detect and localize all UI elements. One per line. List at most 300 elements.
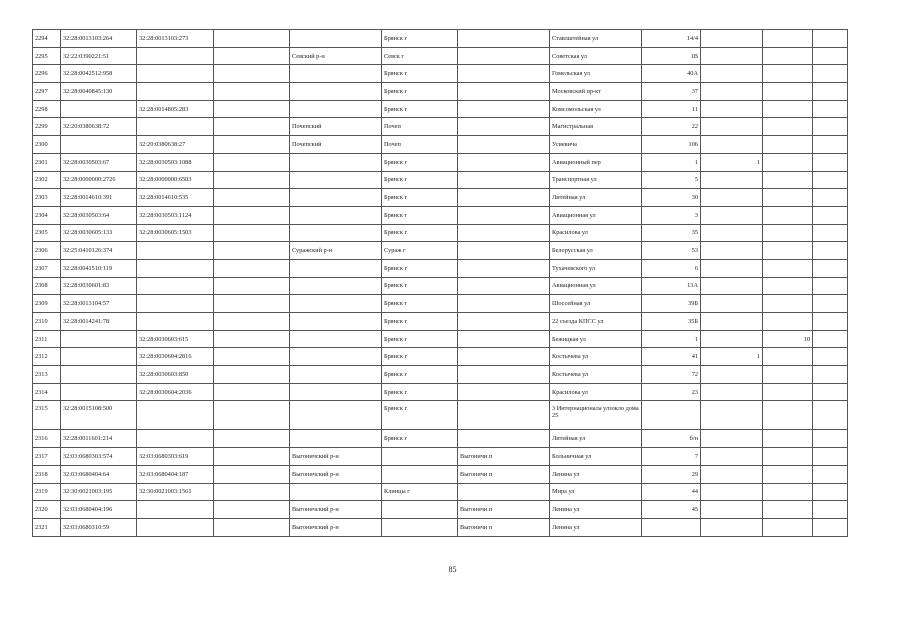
cell-cad1: 32:03:0680404:64 (61, 465, 137, 483)
cell-loc (458, 277, 550, 295)
cell-c1 (701, 206, 763, 224)
cell-city: Брянск г (382, 83, 458, 101)
cell-c1 (701, 483, 763, 501)
cell-a (214, 518, 290, 536)
cell-a (214, 224, 290, 242)
cell-c2 (763, 277, 813, 295)
cell-c3 (813, 430, 848, 448)
cell-cad1: 32:03:0680303:574 (61, 448, 137, 466)
cell-city: Почеп (382, 136, 458, 154)
cell-n: 2302 (33, 171, 61, 189)
cell-c3 (813, 206, 848, 224)
cell-c1: 1 (701, 153, 763, 171)
cell-street: Усиевича (550, 136, 642, 154)
cell-street: Комсомольская ул (550, 100, 642, 118)
cell-c2 (763, 383, 813, 401)
cell-c2 (763, 348, 813, 366)
cell-street: Шоссейная ул (550, 295, 642, 313)
cell-city: Брянск г (382, 224, 458, 242)
cell-street: Красилова ул (550, 383, 642, 401)
cell-cad2: 32:20:0380638:27 (137, 136, 214, 154)
cell-loc (458, 242, 550, 260)
cell-dist: Севский р-н (290, 47, 382, 65)
cell-cad1 (61, 348, 137, 366)
cell-dist (290, 295, 382, 313)
cell-cad1: 32:20:0380638:72 (61, 118, 137, 136)
cell-street: 22 съезда КПСС ул (550, 313, 642, 331)
cell-c3 (813, 465, 848, 483)
cell-n: 2314 (33, 383, 61, 401)
cell-loc (458, 136, 550, 154)
cell-cad2 (137, 313, 214, 331)
cell-city: Брянск г (382, 206, 458, 224)
cell-cad1: 32:28:0013103:264 (61, 30, 137, 48)
cell-cad1: 32:28:0040845:130 (61, 83, 137, 101)
cell-c2 (763, 171, 813, 189)
cell-house: 72 (642, 366, 701, 384)
cell-cad1: 32:25:0410126:374 (61, 242, 137, 260)
cell-house: 53 (642, 242, 701, 260)
cell-house: 41 (642, 348, 701, 366)
cell-a (214, 65, 290, 83)
cell-dist (290, 30, 382, 48)
cell-c3 (813, 366, 848, 384)
cell-n: 2298 (33, 100, 61, 118)
cell-cad1 (61, 330, 137, 348)
cell-c1: 1 (701, 348, 763, 366)
cell-cad1: 32:30:0021003:195 (61, 483, 137, 501)
cell-city: Брянск г (382, 401, 458, 430)
table-row (33, 171, 848, 189)
cell-cad1: 32:28:0000000:2726 (61, 171, 137, 189)
cell-c2 (763, 65, 813, 83)
cell-c3 (813, 118, 848, 136)
cell-c3 (813, 224, 848, 242)
cell-a (214, 259, 290, 277)
cell-c3 (813, 259, 848, 277)
table-row (33, 330, 848, 348)
cell-street: Транспортная ул (550, 171, 642, 189)
cell-cad2 (137, 295, 214, 313)
cell-c1 (701, 171, 763, 189)
cell-cad2 (137, 83, 214, 101)
table-row (33, 295, 848, 313)
table-row (33, 47, 848, 65)
cell-loc (458, 189, 550, 207)
cell-city: Брянск г (382, 277, 458, 295)
cell-house: 5 (642, 171, 701, 189)
cell-dist (290, 277, 382, 295)
cell-cad1: 32:28:0042512:958 (61, 65, 137, 83)
cell-c3 (813, 153, 848, 171)
cell-cad2 (137, 65, 214, 83)
cell-dist: Выгоничский р-н (290, 465, 382, 483)
cell-c2 (763, 401, 813, 430)
cell-house: 40А (642, 65, 701, 83)
cell-c3 (813, 501, 848, 519)
table-row (33, 430, 848, 448)
cell-c3 (813, 83, 848, 101)
table-row (33, 401, 848, 430)
cell-c1 (701, 30, 763, 48)
cell-city: Почеп (382, 118, 458, 136)
cell-a (214, 383, 290, 401)
table-row (33, 153, 848, 171)
cell-c1 (701, 518, 763, 536)
cell-a (214, 483, 290, 501)
cell-c2 (763, 242, 813, 260)
cell-city: Брянск г (382, 189, 458, 207)
cell-cad1 (61, 136, 137, 154)
cell-dist (290, 83, 382, 101)
cell-cad2: 32:30:0021003:1561 (137, 483, 214, 501)
table-row (33, 366, 848, 384)
cell-cad1: 32:28:0015108:500 (61, 401, 137, 430)
cell-dist (290, 348, 382, 366)
cell-dist: Почепский (290, 118, 382, 136)
cell-c2 (763, 465, 813, 483)
cell-dist: Почепский (290, 136, 382, 154)
cell-c1 (701, 65, 763, 83)
cell-c1 (701, 100, 763, 118)
cell-dist (290, 383, 382, 401)
cell-c3 (813, 277, 848, 295)
cell-c1 (701, 383, 763, 401)
cell-cad2 (137, 47, 214, 65)
cell-cad2: 32:28:0030503:1124 (137, 206, 214, 224)
cell-dist (290, 330, 382, 348)
cell-c1 (701, 430, 763, 448)
cell-c3 (813, 383, 848, 401)
cell-a (214, 47, 290, 65)
cell-a (214, 430, 290, 448)
cell-n: 2319 (33, 483, 61, 501)
cell-a (214, 189, 290, 207)
table-row (33, 465, 848, 483)
cell-city (382, 518, 458, 536)
cell-a (214, 83, 290, 101)
cell-house: 13А (642, 277, 701, 295)
cell-c2 (763, 313, 813, 331)
cell-house: 30 (642, 189, 701, 207)
table-row (33, 189, 848, 207)
cell-cad2: 32:28:0030603:615 (137, 330, 214, 348)
cell-house: 7 (642, 448, 701, 466)
table-row (33, 100, 848, 118)
cell-house: 39Б (642, 295, 701, 313)
cell-a (214, 242, 290, 260)
table-row (33, 259, 848, 277)
cell-a (214, 171, 290, 189)
cell-n: 2320 (33, 501, 61, 519)
cell-a (214, 501, 290, 519)
cell-cad1 (61, 366, 137, 384)
cell-street: Ставлштейная ул (550, 30, 642, 48)
cell-c2: 10 (763, 330, 813, 348)
cell-cad1: 32:28:0014610:391 (61, 189, 137, 207)
cell-loc (458, 47, 550, 65)
registry-table (32, 29, 848, 537)
cell-city: Брянск г (382, 65, 458, 83)
cell-c2 (763, 259, 813, 277)
cell-dist (290, 65, 382, 83)
cell-c1 (701, 313, 763, 331)
table-row (33, 206, 848, 224)
cell-cad2: 32:28:0030604:2036 (137, 383, 214, 401)
cell-city (382, 448, 458, 466)
cell-c3 (813, 171, 848, 189)
cell-loc: Выгоничи п (458, 501, 550, 519)
cell-c1 (701, 189, 763, 207)
table-row (33, 383, 848, 401)
cell-c1 (701, 118, 763, 136)
cell-c1 (701, 224, 763, 242)
cell-city: Брянск г (382, 383, 458, 401)
cell-dist (290, 206, 382, 224)
cell-dist (290, 313, 382, 331)
cell-c2 (763, 189, 813, 207)
cell-c1 (701, 259, 763, 277)
cell-a (214, 277, 290, 295)
cell-c2 (763, 206, 813, 224)
cell-cad2 (137, 277, 214, 295)
cell-loc (458, 206, 550, 224)
cell-house: 44 (642, 483, 701, 501)
cell-house: 45 (642, 501, 701, 519)
cell-dist: Суражский р-н (290, 242, 382, 260)
cell-cad2: 32:28:0030605:1503 (137, 224, 214, 242)
cell-city: Брянск г (382, 153, 458, 171)
cell-c1 (701, 47, 763, 65)
cell-a (214, 401, 290, 430)
cell-n: 2303 (33, 189, 61, 207)
cell-cad1: 32:03:0680310:59 (61, 518, 137, 536)
cell-street: Гомельская ул (550, 65, 642, 83)
cell-n: 2315 (33, 401, 61, 430)
cell-n: 2318 (33, 465, 61, 483)
cell-loc: Выгоничи п (458, 465, 550, 483)
table-row (33, 501, 848, 519)
cell-loc: Выгоничи п (458, 518, 550, 536)
cell-city: Брянск г (382, 171, 458, 189)
cell-cad1: 32:28:0013104:57 (61, 295, 137, 313)
cell-loc (458, 118, 550, 136)
cell-dist (290, 224, 382, 242)
table-row (33, 224, 848, 242)
table-row (33, 83, 848, 101)
cell-c1 (701, 295, 763, 313)
cell-loc (458, 295, 550, 313)
table-row (33, 448, 848, 466)
table-row (33, 277, 848, 295)
cell-dist (290, 259, 382, 277)
cell-n: 2297 (33, 83, 61, 101)
cell-c3 (813, 401, 848, 430)
cell-c2 (763, 295, 813, 313)
cell-cad1: 32:28:0014241:78 (61, 313, 137, 331)
cell-cad2: 32:28:0030604:2816 (137, 348, 214, 366)
cell-cad2: 32:03:0680404:187 (137, 465, 214, 483)
cell-street: Ленина ул (550, 518, 642, 536)
cell-c3 (813, 348, 848, 366)
cell-dist: Выгоничский р-н (290, 501, 382, 519)
cell-c1 (701, 330, 763, 348)
cell-a (214, 153, 290, 171)
cell-house: б/н (642, 430, 701, 448)
cell-loc: Выгоничи п (458, 448, 550, 466)
cell-n: 2309 (33, 295, 61, 313)
cell-house: 6 (642, 259, 701, 277)
cell-city: Сураж г (382, 242, 458, 260)
cell-a (214, 100, 290, 118)
cell-street: Ленина ул (550, 465, 642, 483)
cell-c2 (763, 448, 813, 466)
cell-n: 2305 (33, 224, 61, 242)
cell-dist (290, 430, 382, 448)
cell-street: Красилова ул (550, 224, 642, 242)
cell-c2 (763, 153, 813, 171)
cell-c1 (701, 501, 763, 519)
cell-c2 (763, 501, 813, 519)
table-row (33, 313, 848, 331)
cell-city (382, 501, 458, 519)
cell-house (642, 518, 701, 536)
cell-c2 (763, 47, 813, 65)
cell-n: 2316 (33, 430, 61, 448)
cell-loc (458, 383, 550, 401)
cell-city: Брянск г (382, 295, 458, 313)
cell-cad2: 32:28:0013103:273 (137, 30, 214, 48)
cell-street: 3 Интернационала улзокло дома 25 (550, 401, 642, 430)
cell-cad1 (61, 383, 137, 401)
cell-cad2 (137, 518, 214, 536)
cell-n: 2313 (33, 366, 61, 384)
cell-cad2: 32:28:0014805:283 (137, 100, 214, 118)
cell-a (214, 448, 290, 466)
cell-cad1: 32:28:0030605:133 (61, 224, 137, 242)
cell-c1 (701, 465, 763, 483)
cell-house: 106 (642, 136, 701, 154)
cell-city (382, 465, 458, 483)
cell-street: Литейная ул (550, 430, 642, 448)
cell-a (214, 206, 290, 224)
cell-street: Мира ул (550, 483, 642, 501)
cell-c1 (701, 401, 763, 430)
cell-city: Брянск г (382, 348, 458, 366)
cell-c3 (813, 136, 848, 154)
cell-house (642, 401, 701, 430)
cell-n: 2296 (33, 65, 61, 83)
cell-street: Больничная ул (550, 448, 642, 466)
cell-n: 2312 (33, 348, 61, 366)
cell-loc (458, 224, 550, 242)
cell-dist (290, 189, 382, 207)
cell-street: Тухачевского ул (550, 259, 642, 277)
cell-city: Брянск г (382, 366, 458, 384)
cell-loc (458, 483, 550, 501)
cell-street: Авиационная ул (550, 277, 642, 295)
cell-c1 (701, 448, 763, 466)
cell-c2 (763, 518, 813, 536)
cell-house: 14/4 (642, 30, 701, 48)
cell-cad2 (137, 401, 214, 430)
cell-c2 (763, 483, 813, 501)
table-row (33, 30, 848, 48)
cell-city: Клинцы г (382, 483, 458, 501)
cell-loc (458, 348, 550, 366)
cell-c3 (813, 47, 848, 65)
cell-c3 (813, 483, 848, 501)
cell-loc (458, 171, 550, 189)
cell-loc (458, 153, 550, 171)
cell-c2 (763, 100, 813, 118)
table-row (33, 348, 848, 366)
cell-cad2: 32:28:0030503:1088 (137, 153, 214, 171)
cell-street: Магистральная (550, 118, 642, 136)
cell-street: Авиационная ул (550, 206, 642, 224)
cell-c1 (701, 277, 763, 295)
cell-n: 2294 (33, 30, 61, 48)
cell-a (214, 30, 290, 48)
cell-cad2 (137, 242, 214, 260)
cell-dist (290, 100, 382, 118)
cell-n: 2321 (33, 518, 61, 536)
cell-a (214, 313, 290, 331)
cell-house: 37 (642, 83, 701, 101)
cell-n: 2300 (33, 136, 61, 154)
cell-a (214, 118, 290, 136)
cell-dist: Выгоничский р-н (290, 448, 382, 466)
cell-house: 11 (642, 100, 701, 118)
cell-loc (458, 366, 550, 384)
cell-street: Бежицкая ул (550, 330, 642, 348)
cell-loc (458, 65, 550, 83)
cell-dist (290, 366, 382, 384)
cell-loc (458, 100, 550, 118)
cell-c2 (763, 224, 813, 242)
cell-cad1 (61, 100, 137, 118)
cell-city: Брянск г (382, 100, 458, 118)
cell-n: 2317 (33, 448, 61, 466)
cell-cad1: 32:28:0011601:214 (61, 430, 137, 448)
cell-cad1: 32:28:0041510:119 (61, 259, 137, 277)
cell-a (214, 136, 290, 154)
table-body (33, 30, 848, 537)
cell-c2 (763, 136, 813, 154)
cell-cad1: 32:28:0030503:67 (61, 153, 137, 171)
cell-c2 (763, 118, 813, 136)
cell-loc (458, 401, 550, 430)
cell-cad2: 32:03:0680303:619 (137, 448, 214, 466)
cell-house: 35 (642, 224, 701, 242)
cell-c1 (701, 242, 763, 260)
cell-house: 1 (642, 153, 701, 171)
cell-c3 (813, 189, 848, 207)
table-row (33, 65, 848, 83)
cell-dist: Выгоничский р-н (290, 518, 382, 536)
cell-c1 (701, 136, 763, 154)
cell-c3 (813, 448, 848, 466)
cell-n: 2301 (33, 153, 61, 171)
cell-street: Костычева ул (550, 348, 642, 366)
table-row (33, 118, 848, 136)
cell-n: 2310 (33, 313, 61, 331)
cell-a (214, 348, 290, 366)
cell-a (214, 465, 290, 483)
cell-cad2 (137, 118, 214, 136)
cell-c3 (813, 330, 848, 348)
cell-n: 2311 (33, 330, 61, 348)
